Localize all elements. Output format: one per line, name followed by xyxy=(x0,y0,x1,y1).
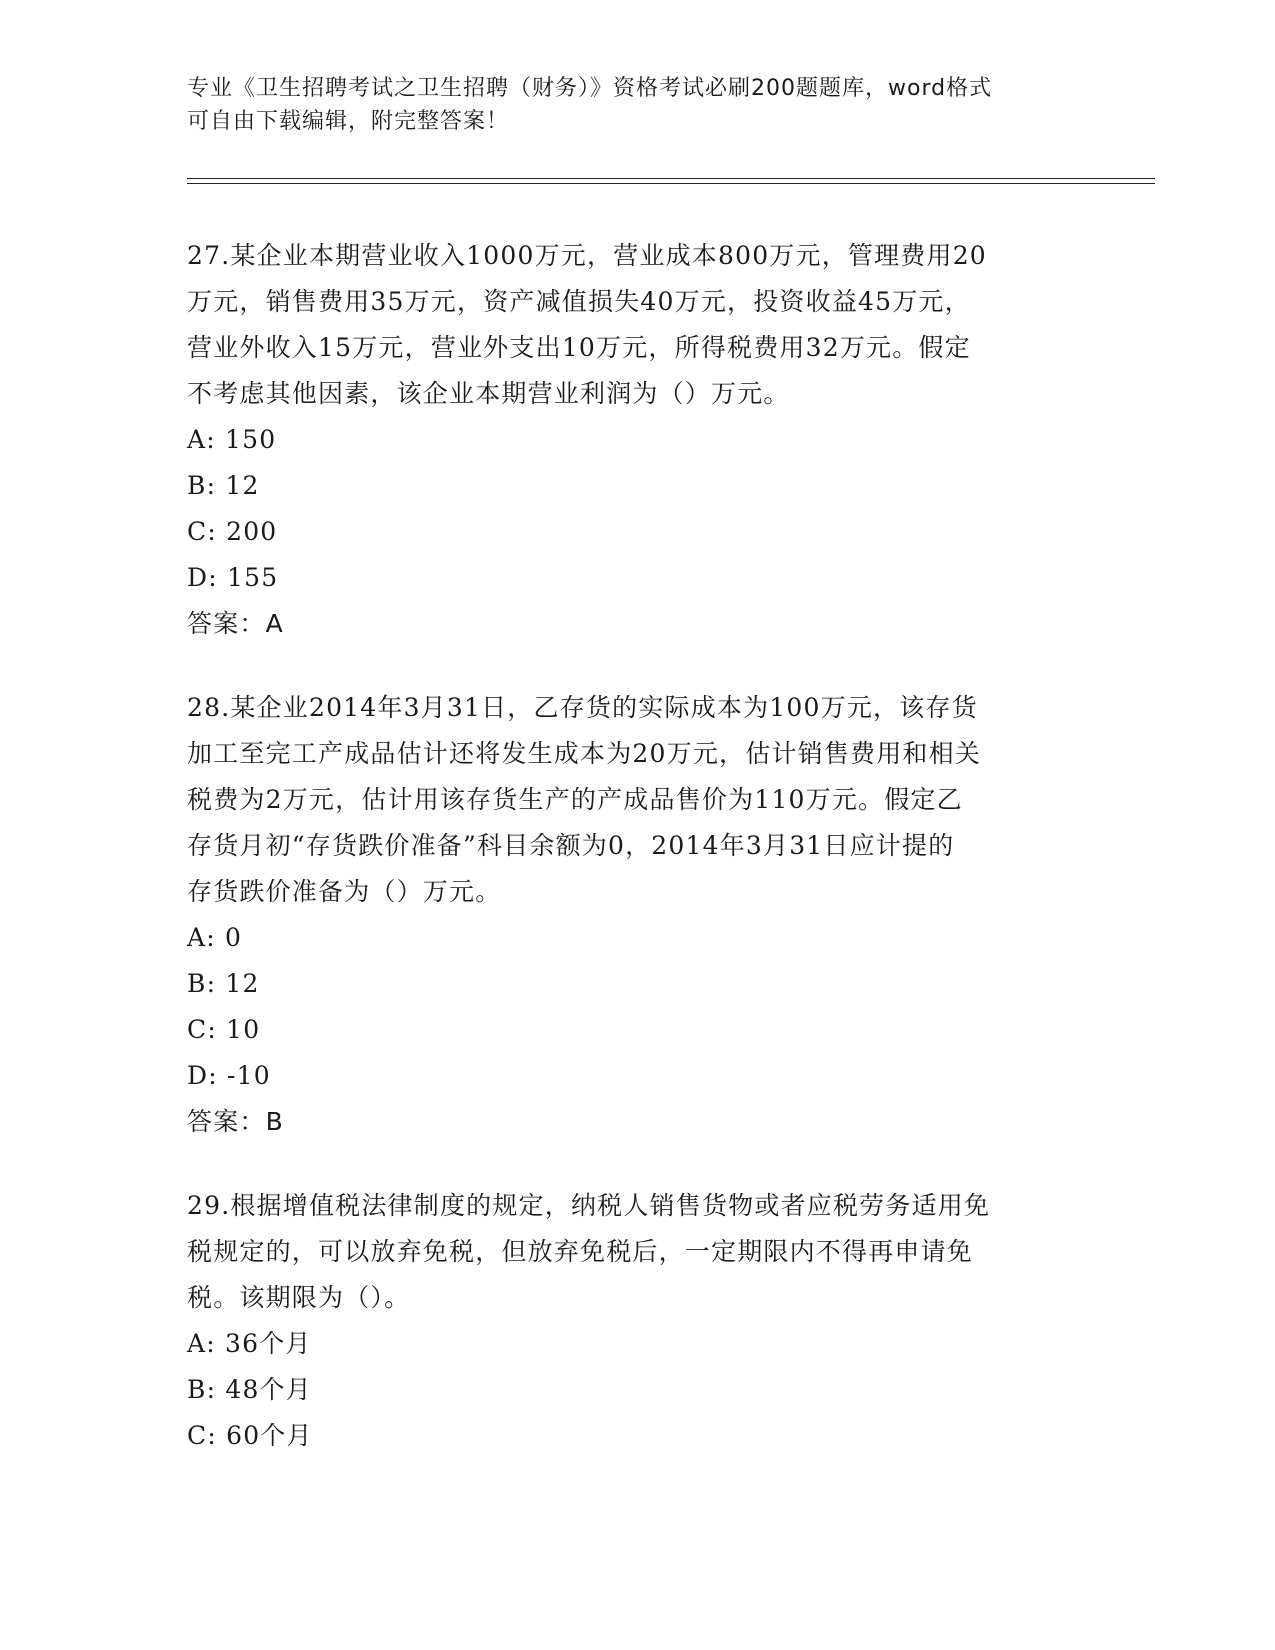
stem-line: 税费为2万元，估计用该存货生产的产成品售价为110万元。假定乙 xyxy=(187,785,963,814)
stem-line: 存货跌价准备为（）万元。 xyxy=(187,877,502,906)
stem-line: 29.根据增值税法律制度的规定，纳税人销售货物或者应税劳务适用免 xyxy=(187,1191,991,1220)
stem-line: 存货月初“存货跌价准备”科目余额为0，2014年3月31日应计提的 xyxy=(187,831,955,860)
stem-line: 加工至完工产成品估计还将发生成本为20万元，估计销售费用和相关 xyxy=(187,739,982,768)
option-b: B: 12 xyxy=(187,969,260,998)
stem-line: 税。该期限为（）。 xyxy=(187,1283,411,1312)
question-28 xyxy=(187,685,1087,1145)
option-d: D: 155 xyxy=(187,563,279,592)
header-divider-bottom xyxy=(187,183,1155,184)
question-list xyxy=(187,233,1087,1497)
stem-line: 万元，销售费用35万元，资产减值损失40万元，投资收益45万元， xyxy=(187,287,971,316)
answer-label: 答案：A xyxy=(187,609,284,638)
option-d: D: -10 xyxy=(187,1061,271,1090)
question-stem xyxy=(187,685,1087,915)
header-divider-top xyxy=(187,178,1155,179)
option-a: A: 150 xyxy=(187,425,277,454)
option-a: A: 0 xyxy=(187,923,243,952)
question-stem xyxy=(187,233,1087,417)
stem-line: 27.某企业本期营业收入1000万元，营业成本800万元，管理费用20 xyxy=(187,241,987,270)
stem-line: 不考虑其他因素，该企业本期营业利润为（）万元。 xyxy=(187,379,790,408)
option-b: B: 48个月 xyxy=(187,1375,312,1404)
option-c: C: 200 xyxy=(187,517,278,546)
stem-line: 税规定的，可以放弃免税，但放弃免税后，一定期限内不得再申请免 xyxy=(187,1237,974,1266)
document-header xyxy=(187,72,1087,138)
question-27 xyxy=(187,233,1087,647)
header-line-2: 可自由下载编辑，附完整答案！ xyxy=(187,109,510,134)
option-a: A: 36个月 xyxy=(187,1329,312,1358)
stem-line: 28.某企业2014年3月31日，乙存货的实际成本为100万元，该存货 xyxy=(187,693,978,722)
question-stem xyxy=(187,1183,1087,1321)
option-c: C: 10 xyxy=(187,1015,261,1044)
option-c: C: 60个月 xyxy=(187,1421,313,1450)
question-29 xyxy=(187,1183,1087,1459)
option-b: B: 12 xyxy=(187,471,260,500)
header-line-1: 专业《卫生招聘考试之卫生招聘（财务）》资格考试必刷200题题库，word格式 xyxy=(187,76,993,101)
stem-line: 营业外收入15万元，营业外支出10万元，所得税费用32万元。假定 xyxy=(187,333,971,362)
answer-label: 答案：B xyxy=(187,1107,284,1136)
